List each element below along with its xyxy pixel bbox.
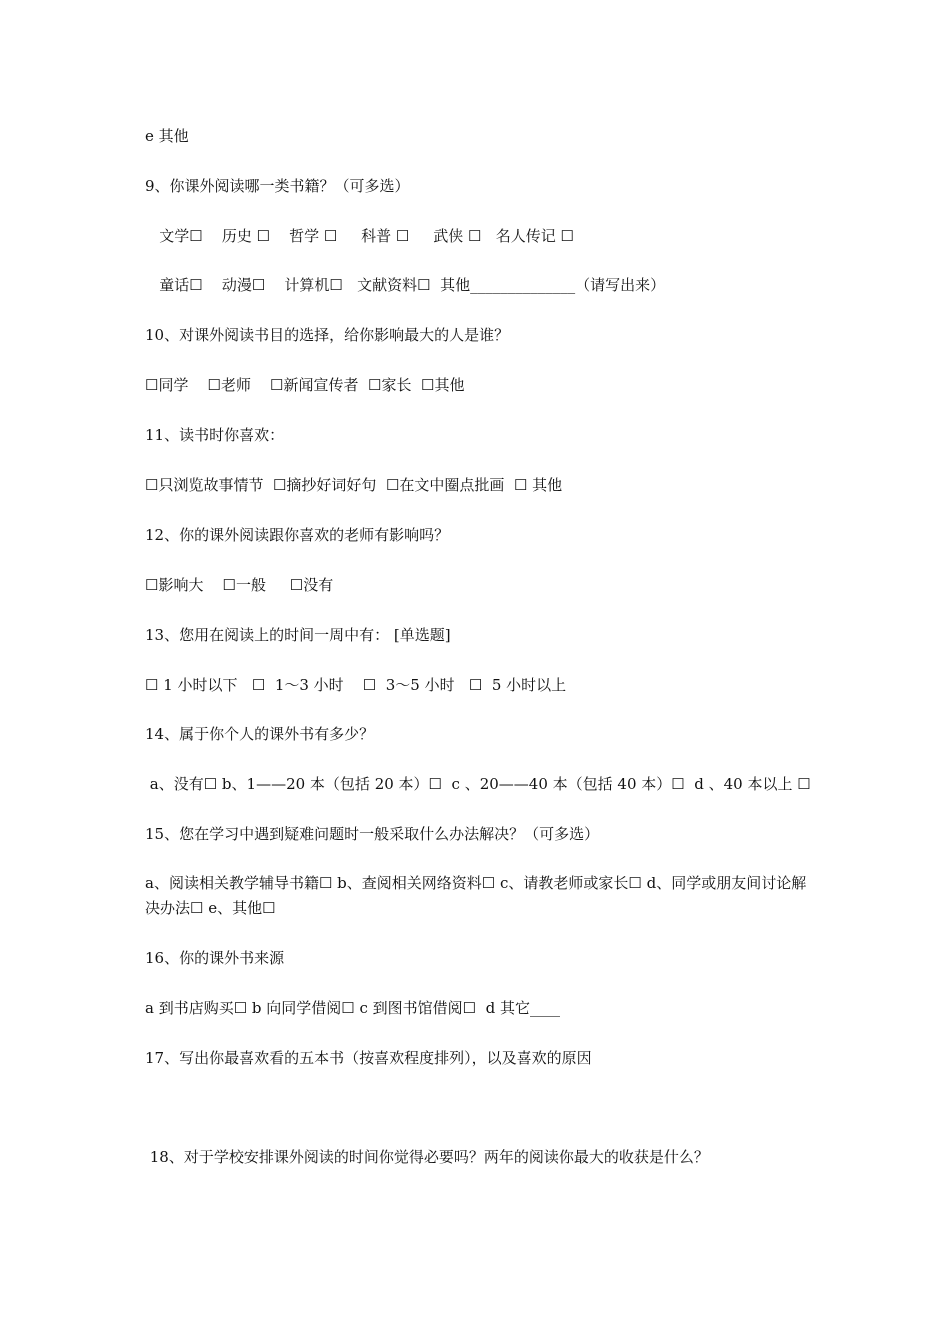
question-9: 9、你课外阅读哪一类书籍？（可多选） [145, 177, 410, 195]
question-17: 17、写出你最喜欢看的五本书（按喜欢程度排列），以及喜欢的原因 [145, 1049, 592, 1067]
question-15: 15、您在学习中遇到疑难问题时一般采取什么办法解决？（可多选） [145, 825, 600, 843]
question-13: 13、您用在阅读上的时间一周中有： [单选题] [145, 626, 451, 644]
question-10-options: ☐同学 ☐老师 ☐新闻宣传者 ☐家长 ☐其他 [145, 376, 465, 394]
question-16-options: a 到书店购买☐ b 向同学借阅☐ c 到图书馆借阅☐ d 其它____ [145, 999, 561, 1017]
question-10: 10、对课外阅读书目的选择，给你影响最大的人是谁？ [145, 326, 510, 344]
question-9-options-row-1: 文学☐ 历史 ☐ 哲学 ☐ 科普 ☐ 武侠 ☐ 名人传记 ☐ [145, 227, 574, 245]
question-12: 12、你的课外阅读跟你喜欢的老师有影响吗？ [145, 526, 450, 544]
question-11: 11、读书时你喜欢： [145, 426, 285, 444]
question-18: 18、对于学校安排课外阅读的时间你觉得必要吗？两年的阅读你最大的收获是什么？ [145, 1148, 709, 1166]
question-12-options: ☐影响大 ☐一般 ☐没有 [145, 576, 334, 594]
option-e-other: e 其他 [145, 127, 189, 145]
question-9-options-row-2: 童话☐ 动漫☐ 计算机☐ 文献资料☐ 其他______________（请写出来） [145, 276, 666, 294]
question-16: 16、你的课外书来源 [145, 949, 285, 967]
question-14: 14、属于你个人的课外书有多少？ [145, 725, 375, 743]
question-13-options: ☐ 1 小时以下 ☐ 1～3 小时 ☐ 3～5 小时 ☐ 5 小时以上 [145, 676, 567, 694]
question-15-options: a、阅读相关教学辅导书籍☐ b、查阅相关网络资料☐ c、请教老师或家长☐ d、同学或朋友间讨论解决办法☐ e、其他☐ [145, 874, 807, 917]
question-11-options: ☐只浏览故事情节 ☐摘抄好词好句 ☐在文中圈点批画 ☐ 其他 [145, 476, 563, 494]
question-14-options: a、没有☐ b、1——20 本（包括 20 本）☐ c 、20——40 本（包括 40 本）☐ d 、40 本以上 ☐ [145, 775, 811, 793]
